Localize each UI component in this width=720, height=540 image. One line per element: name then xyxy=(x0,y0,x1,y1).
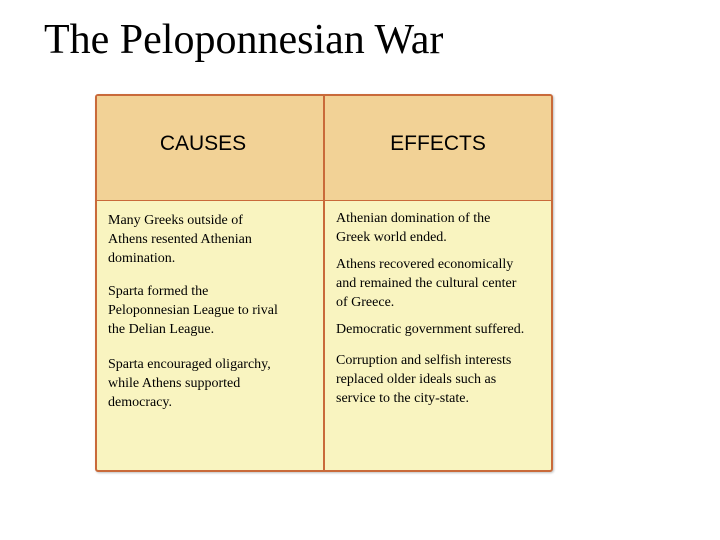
cause-item: Sparta encouraged oligarchy, while Athens supported democracy. xyxy=(108,357,271,410)
effects-header: EFFECTS xyxy=(390,132,486,155)
effect-item: Athens recovered economically and remained the cultural center of Greece. xyxy=(336,257,517,310)
cause-item: Many Greeks outside of Athens resented Athenian domination. xyxy=(108,213,252,266)
effect-item: Democratic government suffered. xyxy=(336,322,525,337)
cause-item: Sparta formed the Peloponnesian League to rival the Delian League. xyxy=(108,284,278,337)
causes-header: CAUSES xyxy=(159,132,247,155)
causes-effects-table xyxy=(95,94,553,472)
slide-title: The Peloponnesian War xyxy=(44,17,444,63)
effect-item: Corruption and selfish interests replaced older ideals such as service to the city-state. xyxy=(336,353,512,406)
effect-item: Athenian domination of the Greek world ended. xyxy=(336,211,491,245)
